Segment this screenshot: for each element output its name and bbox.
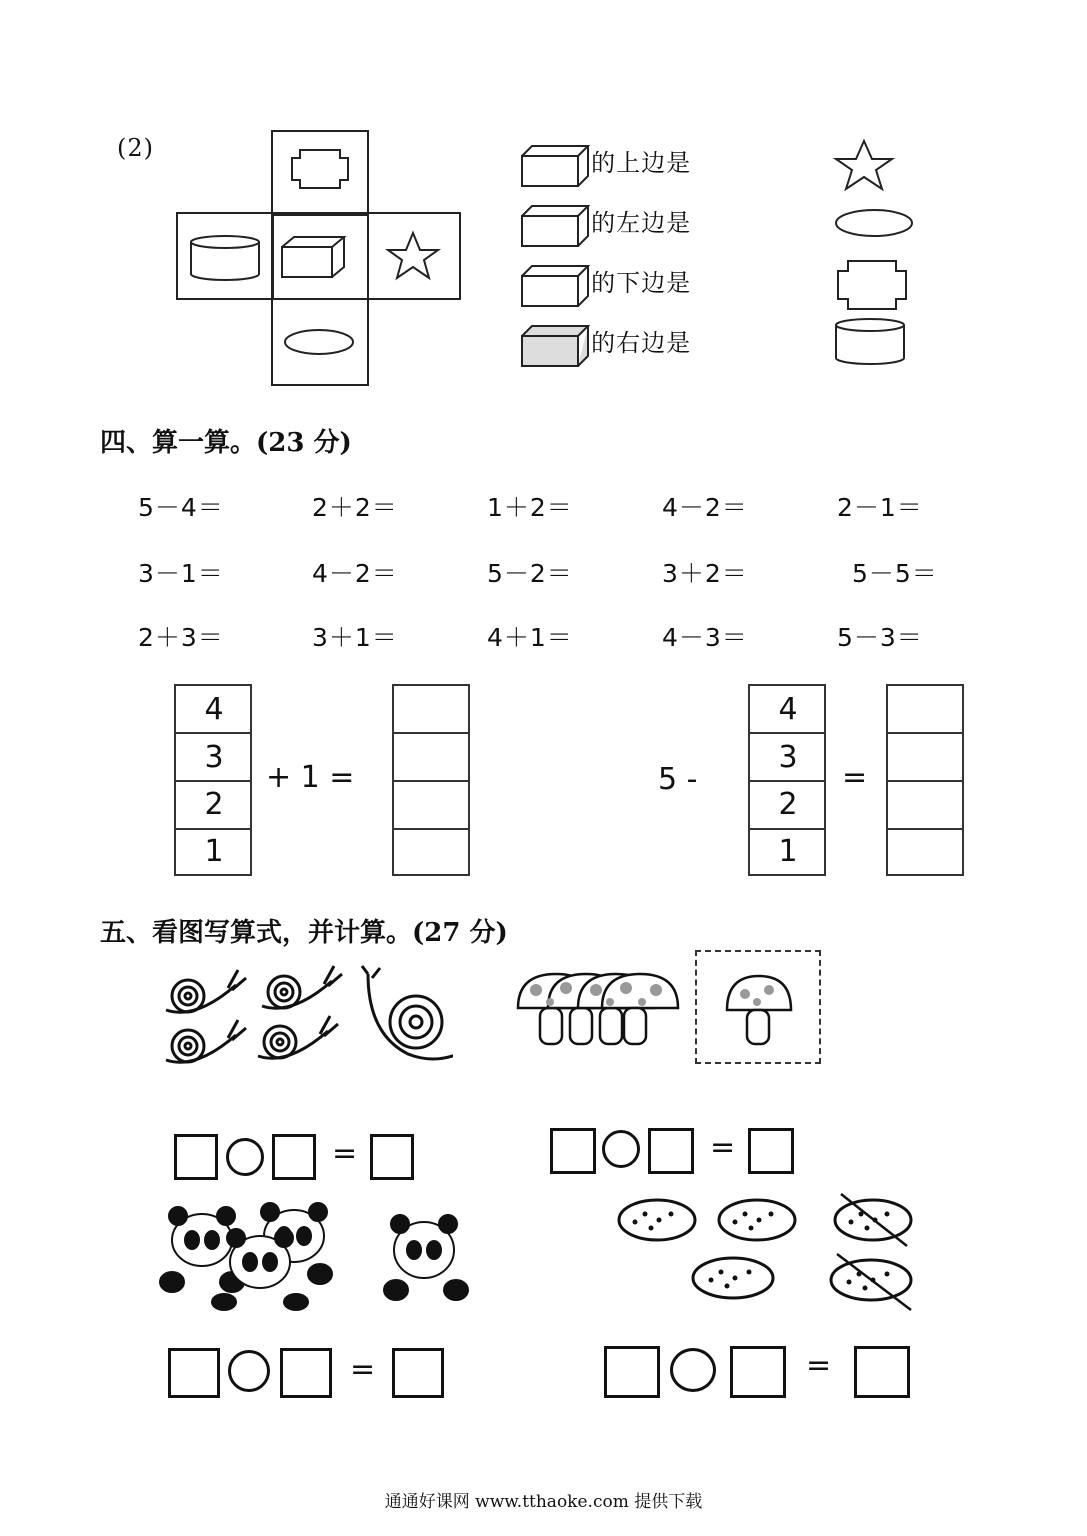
equation: 3＋1＝ <box>312 623 398 652</box>
cylinder-icon <box>836 319 904 364</box>
answer-box[interactable] <box>272 1134 316 1180</box>
equation: 4＋1＝ <box>487 623 573 652</box>
number-ladder-right <box>748 684 826 876</box>
equation: 4－2＝ <box>312 559 398 588</box>
equation: 5－3＝ <box>837 623 923 652</box>
relation-row <box>520 262 691 310</box>
equation: 2－1＝ <box>837 493 923 522</box>
ladder-number: 3 <box>778 740 798 775</box>
answer-ladder-right[interactable] <box>886 684 964 876</box>
ladder-equals: = <box>842 760 868 795</box>
relation-row <box>520 202 691 250</box>
ladder-number: 2 <box>778 787 798 822</box>
star-icon <box>836 141 892 189</box>
ladder-number: 3 <box>204 740 224 775</box>
ladder-prefix: 5 - <box>658 762 698 797</box>
cross-shape-icon <box>838 261 906 309</box>
equation: 5－4＝ <box>138 493 224 522</box>
cuboid-icon <box>520 322 590 370</box>
relation-row <box>520 142 691 190</box>
operator-circle[interactable] <box>226 1138 264 1176</box>
part-label: (2) <box>117 134 154 162</box>
ladder-number: 1 <box>204 834 224 869</box>
section5-title: 五、看图写算式，并计算。(27 分) <box>100 918 508 948</box>
cuboid-icon <box>520 262 590 310</box>
relation-text: 的上边是 <box>591 148 692 177</box>
ladder-operator: + 1 = <box>266 760 355 795</box>
equation: 5－5＝ <box>852 559 938 588</box>
answer-box[interactable] <box>370 1134 414 1180</box>
answer-box[interactable] <box>648 1128 694 1174</box>
answer-options <box>830 135 920 370</box>
equation: 2＋3＝ <box>138 623 224 652</box>
answer-box[interactable] <box>748 1128 794 1174</box>
cuboid-icon <box>520 202 590 250</box>
answer-ladder-left[interactable] <box>392 684 470 876</box>
section4-title: 四、算一算。(23 分) <box>100 428 352 458</box>
equals-sign: = <box>710 1130 736 1165</box>
number-ladder-left <box>174 684 252 876</box>
equation: 4－3＝ <box>662 623 748 652</box>
answer-box[interactable] <box>550 1128 596 1174</box>
pandas-picture <box>158 1196 478 1316</box>
relation-text: 的右边是 <box>591 328 692 357</box>
operator-circle[interactable] <box>228 1350 270 1392</box>
mushrooms-group-picture <box>514 968 684 1052</box>
equation: 2＋2＝ <box>312 493 398 522</box>
equation: 3－1＝ <box>138 559 224 588</box>
answer-box[interactable] <box>730 1346 786 1398</box>
cuboid-icon <box>520 142 590 190</box>
equation: 1＋2＝ <box>487 493 573 522</box>
equation: 3＋2＝ <box>662 559 748 588</box>
ladder-number: 4 <box>204 692 224 727</box>
equals-sign: = <box>332 1136 358 1171</box>
ladder-number: 4 <box>778 692 798 727</box>
equation: 4－2＝ <box>662 493 748 522</box>
answer-box[interactable] <box>854 1346 910 1398</box>
relation-text: 的下边是 <box>591 268 692 297</box>
footer-text: 通通好课网 www.tthaoke.com 提供下载 <box>384 1492 703 1512</box>
ladder-number: 2 <box>204 787 224 822</box>
answer-box[interactable] <box>174 1134 218 1180</box>
answer-box[interactable] <box>392 1348 444 1398</box>
equals-sign: = <box>806 1348 832 1383</box>
snails-picture <box>158 960 453 1080</box>
equation: 5－2＝ <box>487 559 573 588</box>
ladder-number: 1 <box>778 834 798 869</box>
answer-box[interactable] <box>280 1348 332 1398</box>
operator-circle[interactable] <box>670 1348 716 1392</box>
answer-box[interactable] <box>168 1348 220 1398</box>
dashed-box <box>695 950 821 1064</box>
relation-text: 的左边是 <box>591 208 692 237</box>
mushroom-picture <box>697 952 819 1062</box>
cube-net-figure <box>170 125 470 390</box>
operator-circle[interactable] <box>602 1130 640 1168</box>
relation-row <box>520 322 691 370</box>
spotted-ovals-picture <box>615 1190 920 1315</box>
answer-box[interactable] <box>604 1346 660 1398</box>
equals-sign: = <box>350 1352 376 1387</box>
ellipse-icon <box>836 210 912 236</box>
